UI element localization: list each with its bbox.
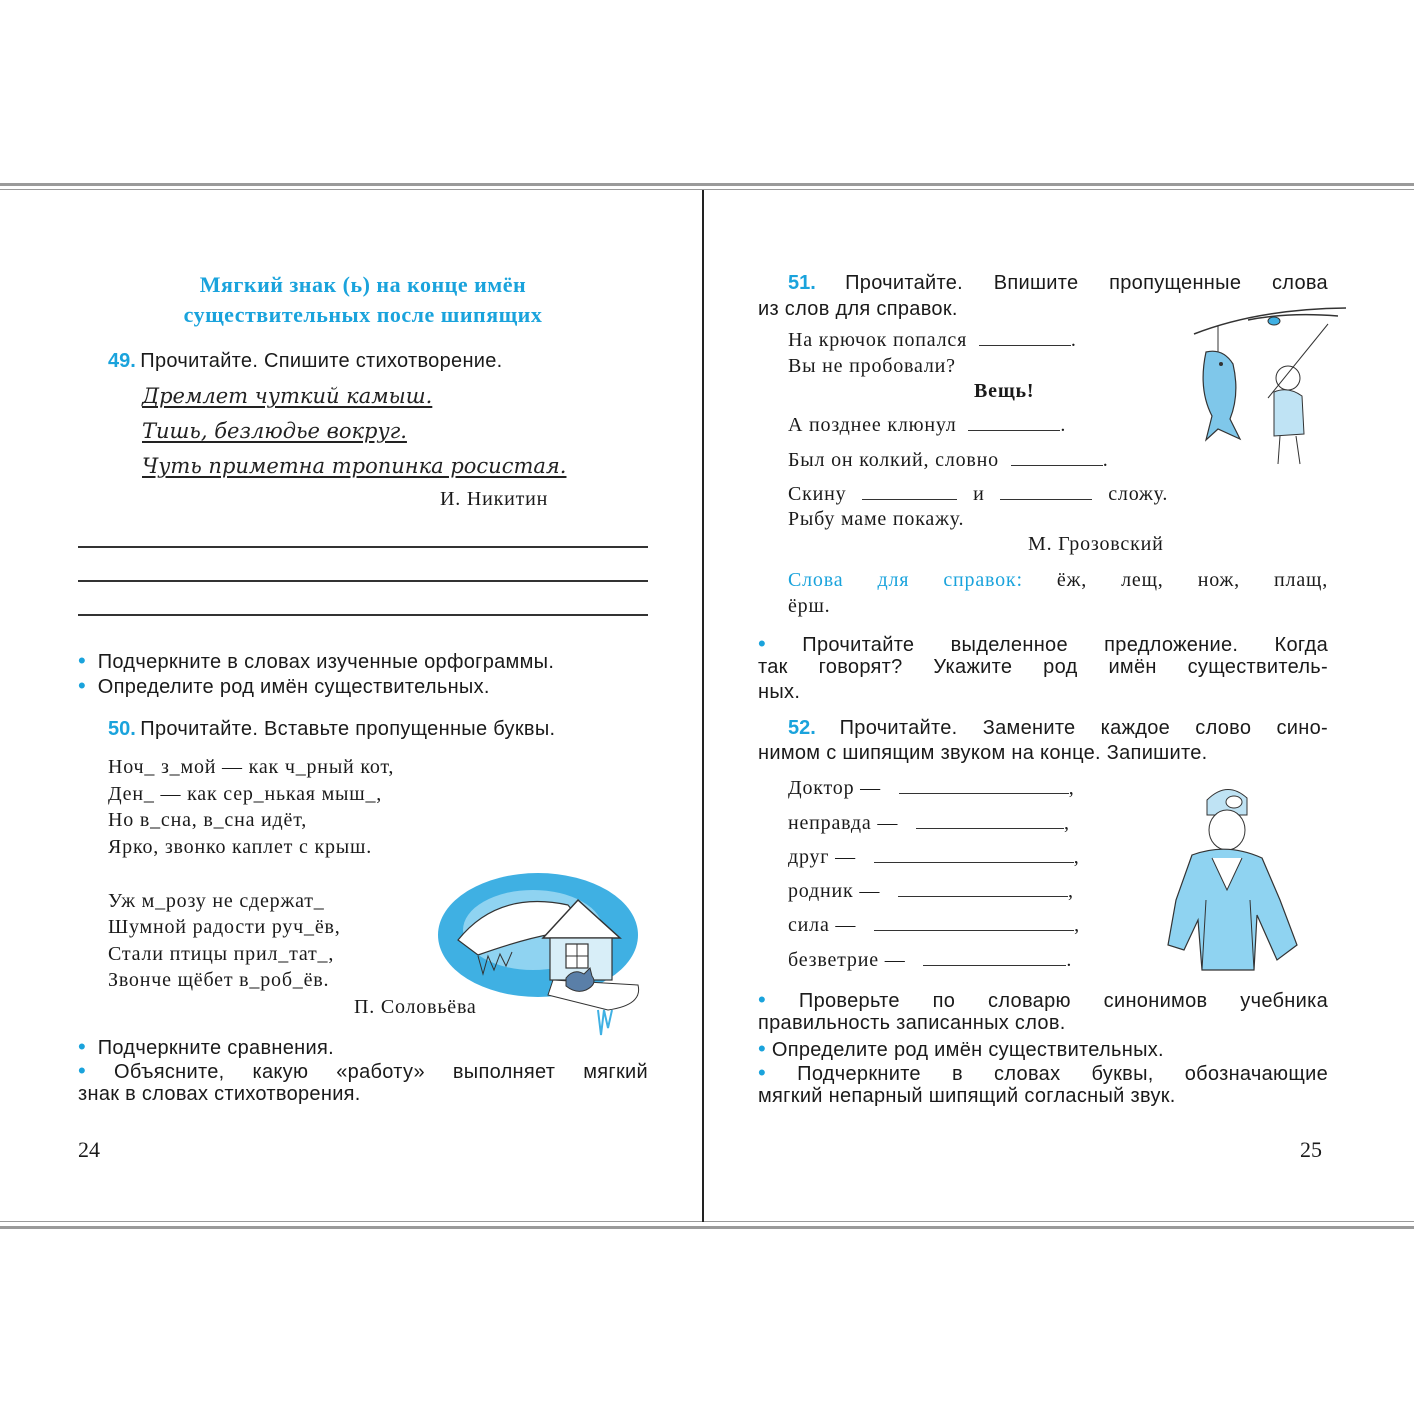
- synonym-row-2: неправда — ,: [788, 812, 1070, 834]
- exercise-instruction: Прочитайте. Впишите пропущенные слова: [845, 272, 1328, 294]
- poem1-line4: Ярко, звонко каплет с крыш.: [108, 836, 373, 858]
- bottom-rule-thin: [0, 1221, 1414, 1222]
- script-line-3: Чуть приметна тропинка росистая.: [142, 454, 567, 478]
- ex51-line7: Рыбу маме покажу.: [788, 508, 965, 530]
- ex51-line5: Был он колкий, словно .: [788, 449, 1109, 471]
- ex51-line2: Вы не пробовали?: [788, 355, 956, 377]
- reference-line2: ёрш.: [788, 595, 831, 617]
- exercise-instruction: Прочитайте. Замените каждое слово сино-: [839, 717, 1329, 739]
- exercise-51-header-line2: из слов для справок.: [758, 298, 958, 320]
- exercise-52-header-line1: [788, 717, 1328, 740]
- bullet-dot: •: [758, 631, 767, 656]
- answer-blank[interactable]: [898, 896, 1068, 898]
- poem2-line2: Шумной радости руч_ёв,: [108, 916, 341, 938]
- answer-blank[interactable]: [899, 793, 1069, 795]
- bullet-49-1: • Подчеркните в словах изученные орфограммы.: [78, 648, 555, 673]
- bullet-dot: •: [758, 1036, 767, 1061]
- synonym-row-5: сила — ,: [788, 914, 1080, 936]
- page-number-right: 25: [1300, 1137, 1322, 1162]
- answer-blank[interactable]: [923, 965, 1066, 967]
- writing-line-1[interactable]: [78, 546, 648, 548]
- ex51-line3-bold: Вещь!: [974, 380, 1035, 402]
- page-spine: [702, 190, 704, 1222]
- exercise-51-header-line1: [788, 272, 1328, 295]
- exercise-number: 50.: [108, 718, 136, 740]
- reference-line1: Слова для справок: ёж, лещ, нож, плащ,: [788, 569, 1328, 591]
- answer-blank[interactable]: [862, 499, 957, 501]
- bullet-52-1-line2: правильность записанных слов.: [758, 1012, 1066, 1034]
- exercise-number: 52.: [788, 717, 816, 739]
- writing-line-2[interactable]: [78, 580, 648, 582]
- bullet-52-1-line1: • Проверьте по словарю синонимов учебника: [758, 987, 1328, 1012]
- bullet-dot: •: [78, 1058, 87, 1083]
- bullet-49-2: • Определите род имён существительных.: [78, 673, 490, 698]
- bullet-dot: •: [78, 1034, 87, 1059]
- synonym-row-1: Доктор — ,: [788, 777, 1075, 799]
- section-title-line2: существительных после шипящих: [183, 302, 543, 327]
- bottom-rule: [0, 1226, 1414, 1229]
- bullet-50-1: • Подчеркните сравнения.: [78, 1034, 334, 1059]
- author-grozovsky: М. Грозовский: [1028, 533, 1164, 555]
- answer-blank[interactable]: [916, 828, 1064, 830]
- page-number-left: 24: [78, 1137, 100, 1162]
- exercise-instruction: Прочитайте. Спишите стихотворение.: [140, 350, 503, 372]
- synonym-row-3: друг — ,: [788, 846, 1080, 868]
- doctor-illustration: [1162, 780, 1312, 980]
- synonym-row-6: безветрие — .: [788, 949, 1073, 971]
- answer-blank[interactable]: [1011, 465, 1103, 467]
- bullet-51-line2: так говорят? Укажите род имён существитель-: [758, 656, 1328, 678]
- bullet-52-3-line1: • Подчеркните в словах буквы, обозначающие: [758, 1060, 1328, 1085]
- author-nikitin: И. Никитин: [440, 488, 549, 510]
- poem1-line1: Ноч_ з_мой — как ч_рный кот,: [108, 756, 395, 778]
- bullet-dot: •: [78, 648, 87, 673]
- writing-line-3[interactable]: [78, 614, 648, 616]
- poem1-line2: Ден_ — как сер_нькая мыш_,: [108, 783, 383, 805]
- ex51-line6: Скину и сложу.: [788, 483, 1169, 505]
- ex51-line4: А позднее клюнул .: [788, 414, 1067, 436]
- poem2-line4: Звонче щёбет в_роб_ёв.: [108, 969, 330, 991]
- bullet-dot: •: [78, 673, 87, 698]
- poem2-line3: Стали птицы прил_тат_,: [108, 943, 335, 965]
- reference-label: Слова для справок:: [788, 569, 1023, 591]
- fishing-boy-illustration: [1188, 304, 1348, 466]
- exercise-49-header: [108, 350, 503, 373]
- poem2-line1: Уж м_розу не сдержат_: [108, 890, 325, 912]
- winter-house-illustration: [438, 870, 648, 1040]
- bullet-50-2-line2: знак в словах стихотворения.: [78, 1083, 361, 1105]
- bullet-dot: •: [758, 1060, 767, 1085]
- answer-blank[interactable]: [874, 930, 1074, 932]
- script-line-1: Дремлет чуткий камыш.: [142, 384, 433, 408]
- answer-blank[interactable]: [968, 430, 1060, 432]
- exercise-50-header: [108, 718, 555, 741]
- exercise-number: 49.: [108, 350, 136, 372]
- section-title-line1: Мягкий знак (ь) на конце имён: [199, 272, 527, 297]
- answer-blank[interactable]: [1000, 499, 1092, 501]
- bullet-dot: •: [758, 987, 767, 1012]
- author-solovyova: П. Соловьёва: [354, 996, 477, 1018]
- bullet-50-2-line1: • Объясните, какую «работу» выполняет мягкий: [78, 1058, 648, 1083]
- ex51-line1: На крючок попался .: [788, 329, 1077, 351]
- exercise-52-header-line2: нимом с шипящим звуком на конце. Запишите.: [758, 742, 1208, 764]
- answer-blank[interactable]: [979, 345, 1071, 347]
- synonym-row-4: родник — ,: [788, 880, 1074, 902]
- exercise-number: 51.: [788, 272, 816, 294]
- top-rule: [0, 183, 1414, 186]
- bullet-51-line3: ных.: [758, 681, 801, 703]
- top-rule-thin: [0, 189, 1414, 190]
- poem1-line3: Но в_сна, в_сна идёт,: [108, 809, 308, 831]
- script-line-2: Тишь, безлюдье вокруг.: [142, 419, 407, 443]
- exercise-instruction: Прочитайте. Вставьте пропущенные буквы.: [140, 718, 556, 740]
- bullet-52-3-line2: мягкий непарный шипящий согласный звук.: [758, 1085, 1176, 1107]
- bullet-51-line1: • Прочитайте выделенное предложение. Когда: [758, 631, 1329, 656]
- answer-blank[interactable]: [874, 862, 1074, 864]
- bullet-52-2: • Определите род имён существительных.: [758, 1036, 1164, 1061]
